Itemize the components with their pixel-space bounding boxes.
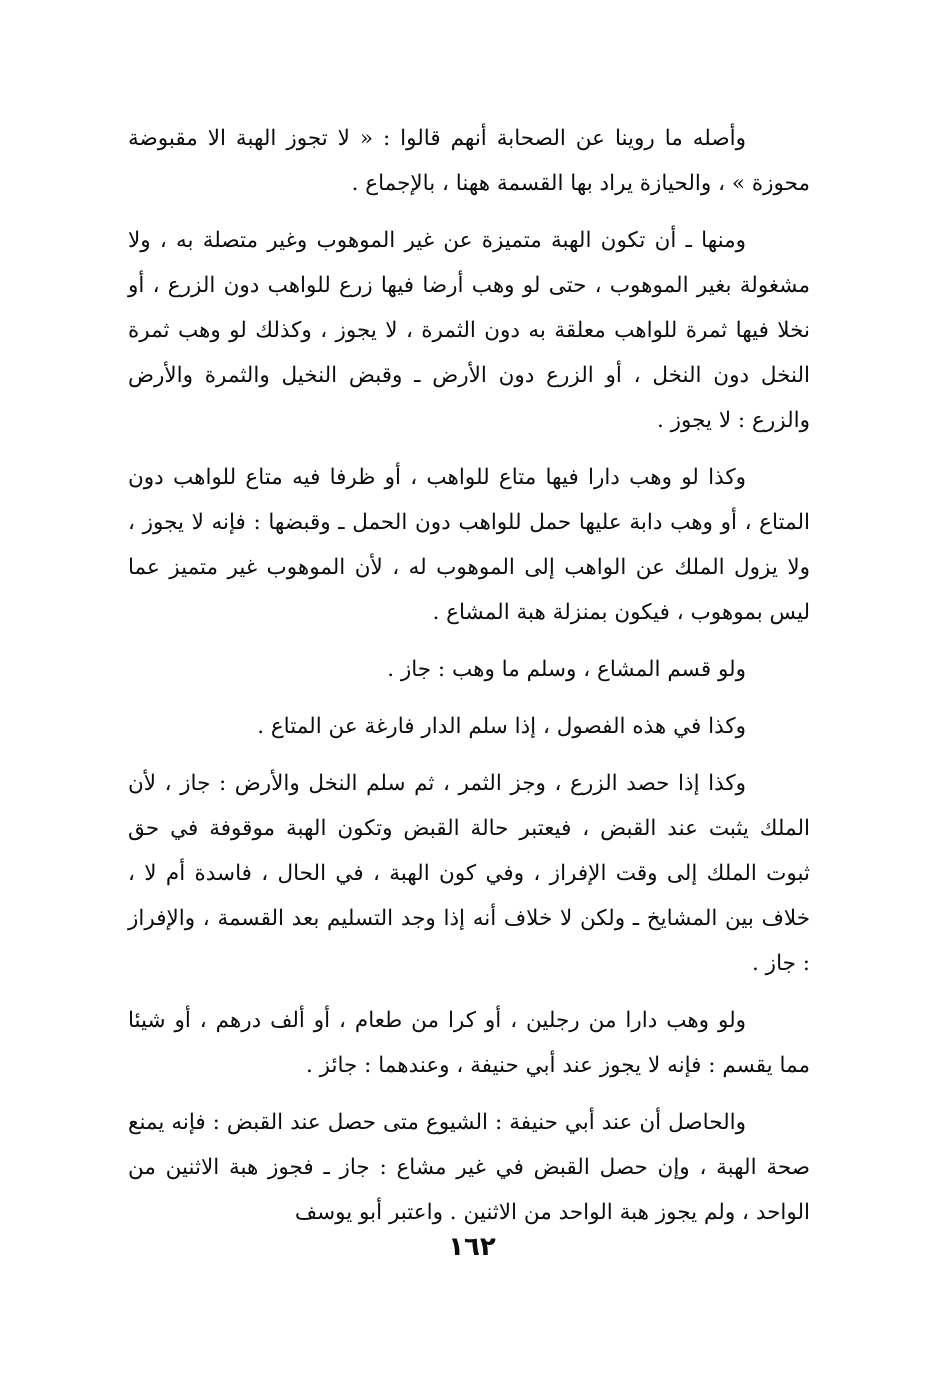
paragraph-5: وكذا في هذه الفصول ، إذا سلم الدار فارغة عن المتاع . [257,714,746,739]
body-text [128,116,810,1247]
page-number: ١٦٢ [448,1232,496,1262]
paragraph-7: ولو وهب دارا من رجلين ، أو كرا من طعام ، أو ألف درهم ، أو شيئا مما يقسم : فإنه لا يجوز عند أبي حنيفة ، وعندهما : جائز . [128,1008,810,1078]
paragraph-6: وكذا إذا حصد الزرع ، وجز الثمر ، ثم سلم النخل والأرض : جاز ، لأن الملك يثبت عند القبض ، فيعتبر حالة القبض وتكون الهبة موقوفة في حق ثبوت الملك إلى وقت الإفراز ، وفي كون الهبة ، في الحال ، فاسدة أم لا ، خلاف بين المشايخ ـ ولكن لا خلاف أنه إذا وجد التسليم بعد القسمة ، والإفراز : جاز . [128,771,810,976]
paragraph-4: ولو قسم المشاع ، وسلم ما وهب : جاز . [387,657,746,682]
paragraph-1: وأصله ما روينا عن الصحابة أنهم قالوا : « لا تجوز الهبة الا مقبوضة محوزة » ، والحيازة يراد بها القسمة ههنا ، بالإجماع . [128,126,810,196]
paragraph-3: وكذا لو وهب دارا فيها متاع للواهب ، أو ظرفا فيه متاع للواهب دون المتاع ، أو وهب دابة عليها حمل للواهب دون الحمل ـ وقبضها : فإنه لا يجوز ، ولا يزول الملك عن الواهب إلى الموهوب له ، لأن الموهوب غير متميز عما ليس بموهوب ، فيكون بمنزلة هبة المشاع . [128,465,810,625]
paragraph-2: ومنها ـ أن تكون الهبة متميزة عن غير الموهوب وغير متصلة به ، ولا مشغولة بغير الموهوب ، حتى لو وهب أرضا فيها زرع للواهب دون الزرع ، أو نخلا فيها ثمرة للواهب معلقة به دون الثمرة ، لا يجوز ، وكذلك لو وهب ثمرة النخل دون النخل ، أو الزرع دون الأرض ـ وقبض النخيل والثمرة والأرض والزرع : لا يجوز . [128,228,810,433]
paragraph-8: والحاصل أن عند أبي حنيفة : الشيوع متى حصل عند القبض : فإنه يمنع صحة الهبة ، وإن حصل القبض في غير مشاع : جاز ـ فجوز هبة الاثنين من الواحد ، ولم يجوز هبة الواحد من الاثنين . واعتبر أبو يوسف [128,1110,810,1225]
